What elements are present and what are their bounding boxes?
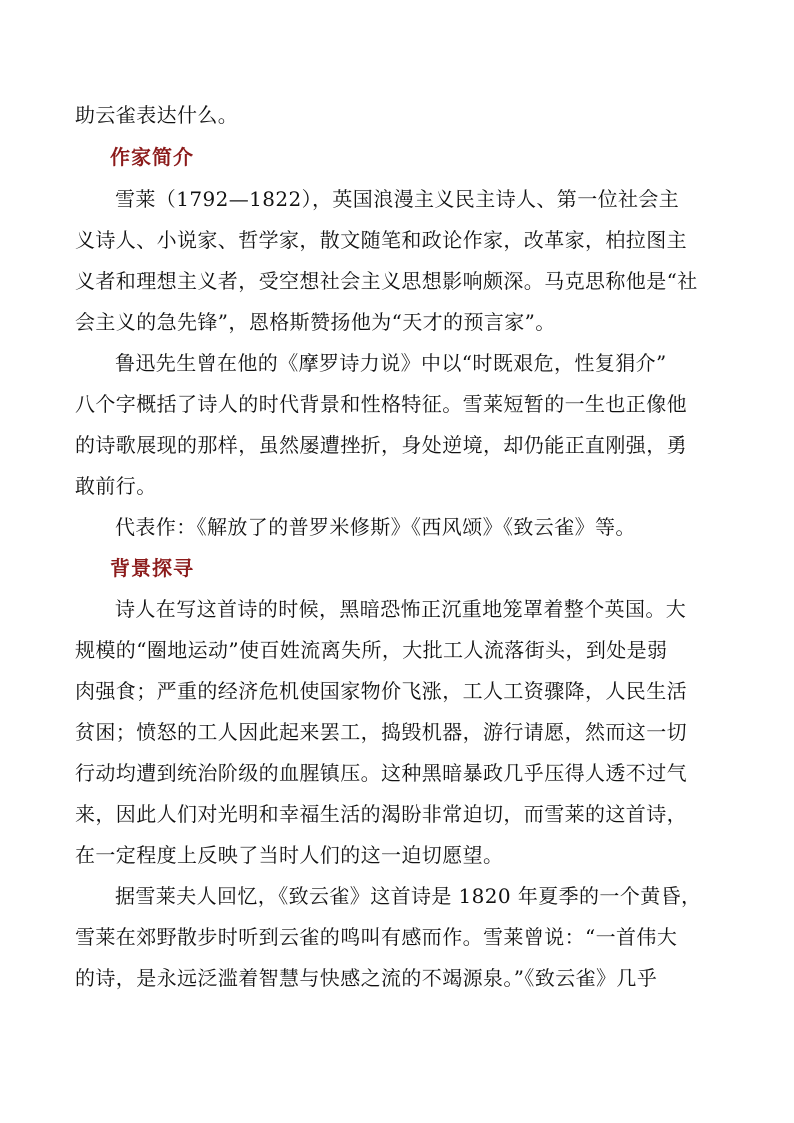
paragraph-line: 义者和理想主义者，受空想社会主义思想影响颇深。马克思称他是“社	[75, 269, 698, 293]
paragraph-line: 鲁迅先生曾在他的《摩罗诗力说》中以“时既艰危，性复狷介”	[115, 351, 667, 375]
paragraph-line: 规模的“圈地运动”使百姓流离失所，大批工人流落街头，到处是弱	[75, 638, 668, 662]
paragraph-line: 贫困；愤怒的工人因此起来罢工，捣毁机器，游行请愿，然而这一切	[75, 720, 687, 744]
paragraph-line: 肉强食；严重的经济危机使国家物价飞涨，工人工资骤降，人民生活	[75, 679, 687, 703]
section-heading-author: 作家简介	[110, 145, 194, 169]
paragraph-line: 雪莱在郊野散步时听到云雀的鸣叫有感而作。雪莱曾说：“一首伟大	[75, 925, 678, 949]
paragraph-line: 义诗人、小说家、哲学家，散文随笔和政论作家，改革家，柏拉图主	[75, 228, 687, 252]
opening-line: 助云雀表达什么。	[75, 103, 239, 127]
paragraph-line: 来，因此人们对光明和幸福生活的渴盼非常迫切，而雪莱的这首诗，	[75, 802, 687, 826]
paragraph-line: 的诗，是永远泛滥着智慧与快感之流的不竭源泉。”《致云雀》几乎	[75, 966, 658, 990]
paragraph-line: 行动均遭到统治阶级的血腥镇压。这种黑暗暴政几乎压得人透不过气	[75, 761, 687, 785]
paragraph-line: 敢前行。	[75, 474, 157, 498]
paragraph-line: 的诗歌展现的那样，虽然屡遭挫折，身处逆境，却仍能正直刚强，勇	[75, 433, 687, 457]
paragraph-line: 会主义的急先锋”，恩格斯赞扬他为“天才的预言家”。	[75, 310, 556, 334]
paragraph-line: 八个字概括了诗人的时代背景和性格特征。雪莱短暂的一生也正像他	[75, 392, 687, 416]
paragraph-line: 在一定程度上反映了当时人们的这一迫切愿望。	[75, 843, 504, 867]
paragraph-line: 诗人在写这首诗的时候，黑暗恐怖正沉重地笼罩着整个英国。大	[115, 597, 687, 621]
paragraph-line: 雪莱（1792—1822），英国浪漫主义民主诗人、第一位社会主	[115, 187, 680, 211]
paragraph-line: 据雪莱夫人回忆，《致云雀》这首诗是 1820 年夏季的一个黄昏，	[115, 884, 702, 908]
representative-works-line: 代表作：《解放了的普罗米修斯》《西风颂》《致云雀》等。	[115, 515, 636, 539]
section-heading-background: 背景探寻	[110, 556, 194, 580]
